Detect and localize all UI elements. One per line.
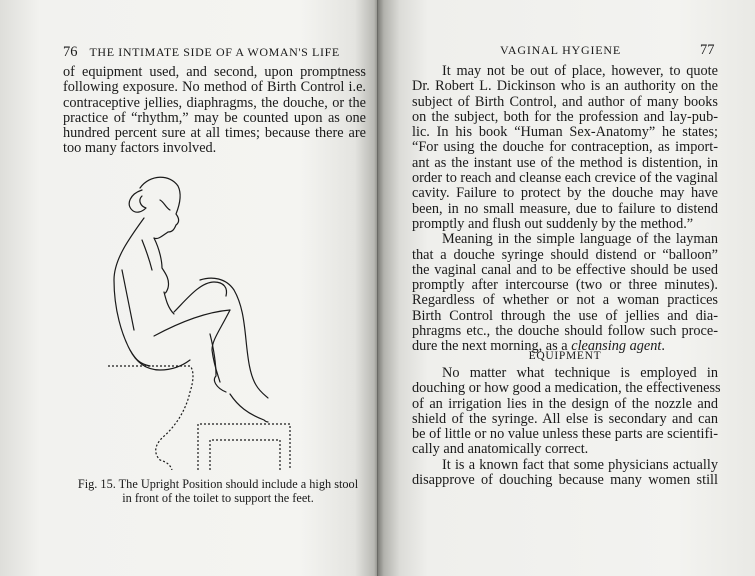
text-line: of equipment used, and second, upon promptness <box>63 64 366 80</box>
figure-chest-line <box>142 240 152 270</box>
text-line: It may not be out of place, however, to quote <box>442 63 718 79</box>
stool-outline <box>198 424 290 470</box>
figure-upright-position-illustration <box>100 170 320 470</box>
figure-caption-line2: in front of the toilet to support the feet. <box>122 491 314 505</box>
figure-back <box>114 218 150 366</box>
text-line: promptly after intercourse (two or three minutes). <box>412 277 718 294</box>
text-line: on the subject, both for the profession and lay-pub- <box>412 108 718 125</box>
right-running-head <box>500 43 725 58</box>
text-line: following exposure. No method of Birth Control i.e. <box>63 79 366 96</box>
text-line: shield of the syringe. All else is secondary and can <box>412 410 718 427</box>
text-line: contraceptive jellies, diaphragms, the douche, or the <box>63 94 366 111</box>
text-line: be of little or no value unless these parts are scientifi- <box>412 426 718 443</box>
figure-shin <box>212 310 230 382</box>
figure-knee <box>200 278 268 398</box>
text-line: Meaning in the simple language of the layman <box>442 231 718 248</box>
text-line: Dr. Robert L. Dickinson who is an authority on the <box>412 78 718 95</box>
stool-inner <box>210 440 280 470</box>
text-line: that a douche syringe should distend or “balloon” <box>412 246 718 263</box>
figure-hair-curl <box>160 200 170 210</box>
figure-hair-bun <box>129 190 146 212</box>
figure-caption-line1: The Upright Position should include a high stool <box>118 477 359 491</box>
text-line: disapprove of douching because many women still <box>412 472 718 489</box>
right-paragraphs <box>412 64 718 355</box>
figure-label: Fig. 15. <box>77 477 116 491</box>
figure-front <box>154 238 174 314</box>
text-line: “For using the douche for contraception, as import- <box>412 139 718 156</box>
text-run: dure the next morning, as a <box>412 338 572 355</box>
text-line: order to reach and cleanse each crevice of the vaginal <box>412 170 719 187</box>
text-line: No matter what technique is employed in <box>442 365 718 381</box>
toilet-outline <box>108 366 193 470</box>
text-run: . <box>661 338 665 355</box>
text-line: the vaginal canal and to be effective should be used <box>412 261 718 278</box>
text-line: hundred percent sure at all times; because there are <box>63 125 366 142</box>
right-paragraphs-equipment <box>412 365 721 489</box>
left-running-head <box>63 45 363 60</box>
text-line: too many factors involved. <box>63 140 217 157</box>
section-heading-equipment: EQUIPMENT <box>528 350 602 362</box>
text-line: subject of Birth Control, and author of many books <box>412 93 718 110</box>
text-line: cavity. Failure to protect by the douche may have <box>412 185 718 202</box>
text-line: douching or how good a medication, the effectiveness <box>412 380 721 397</box>
text-line: cally and anatomically correct. <box>412 441 589 458</box>
left-paragraph <box>63 65 366 157</box>
text-line: promptly and flush out suddenly by the method.” <box>412 215 694 232</box>
figure-caption <box>63 477 373 505</box>
left-running-title: THE INTIMATE SIDE OF A WOMAN'S LIFE <box>89 45 340 59</box>
figure-calf <box>210 334 226 392</box>
text-line: phragms etc., the douche should follow such proce- <box>412 323 718 340</box>
figure-arm-line <box>122 270 134 330</box>
figure-seat-curve <box>130 350 190 370</box>
text-line: practice of “rhythm,” may be counted upon as one <box>63 109 366 126</box>
text-line: of an irrigation lies in the design of the nozzle and <box>412 395 718 412</box>
left-page-number: 76 <box>63 44 78 60</box>
italic-term: cleansing agent <box>571 338 662 355</box>
figure-thigh-top <box>174 282 227 312</box>
text-line: ant as the instant use of the method is distention, in <box>412 154 718 171</box>
book-gutter <box>377 0 378 576</box>
figure-foot <box>230 394 268 422</box>
text-line: Birth Control through the use of jellies and dia- <box>412 307 718 324</box>
text-line: It is a known fact that some physicians actually <box>442 456 718 473</box>
text-line: been, in no small measure, due to failure to distend <box>412 200 718 217</box>
text-line: lic. In his book “Human Sex-Anatomy” he states; <box>412 124 718 141</box>
text-line: Regardless of whether or not a woman practices <box>412 292 718 309</box>
right-page-number: 77 <box>700 42 715 58</box>
right-running-title: VAGINAL HYGIENE <box>500 43 621 57</box>
